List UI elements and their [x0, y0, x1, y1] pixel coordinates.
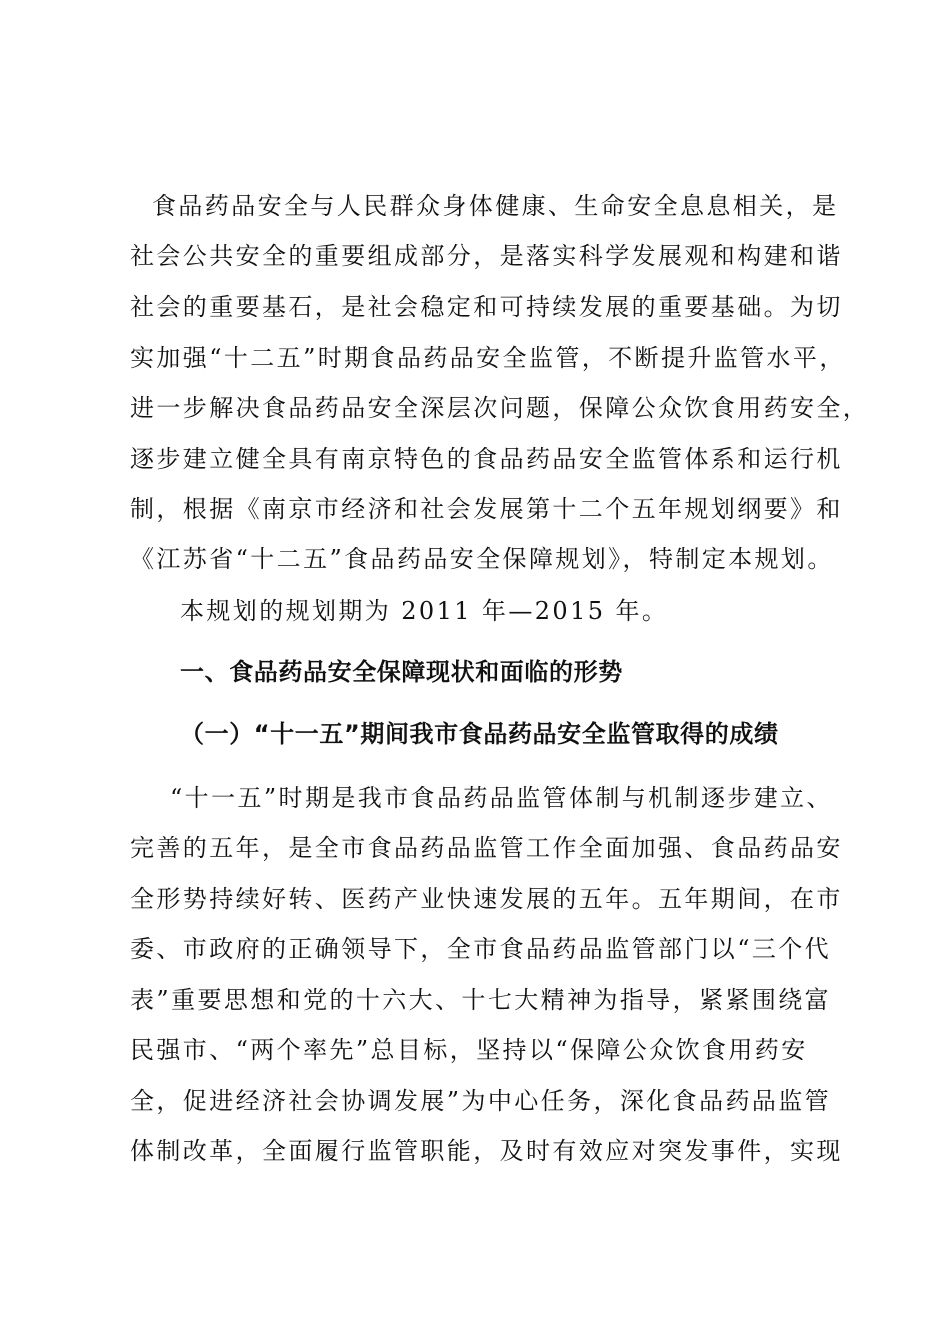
- intro-line-8: 《江苏省“十二五”食品药品安全保障规划》，特制定本规划。: [130, 545, 834, 573]
- intro-line-6: 逐步建立健全具有南京特色的食品药品安全监管体系和运行机: [130, 445, 843, 473]
- intro-line-1: 食品药品安全与人民群众身体健康、生命安全息息相关，是: [152, 192, 839, 220]
- intro-line-7: 制，根据《南京市经济和社会发展第十二个五年规划纲要》和: [130, 495, 843, 523]
- planning-period-line: 本规划的规划期为 2011 年—2015 年。: [180, 597, 669, 625]
- section-line-4: 委、市政府的正确领导下，全市食品药品监管部门以“三个代: [130, 935, 832, 963]
- intro-line-4: 实加强“十二五”时期食品药品安全监管，不断提升监管水平，: [130, 344, 846, 372]
- section-line-8: 体制改革，全面履行监管职能，及时有效应对突发事件，实现: [130, 1137, 843, 1165]
- intro-line-3: 社会的重要基石，是社会稳定和可持续发展的重要基础。为切: [130, 293, 843, 321]
- section-line-7: 全，促进经济社会协调发展”为中心任务，深化食品药品监管: [130, 1087, 832, 1115]
- intro-line-2: 社会公共安全的重要组成部分，是落实科学发展观和构建和谐: [130, 242, 843, 270]
- section-line-6: 民强市、“两个率先”总目标，坚持以“保障公众饮食用药安: [130, 1036, 808, 1064]
- section-heading: 一、食品药品安全保障现状和面临的形势: [180, 658, 623, 686]
- section-line-3: 全形势持续好转、医药产业快速发展的五年。五年期间，在市: [130, 885, 843, 913]
- section-line-2: 完善的五年，是全市食品药品监管工作全面加强、食品药品安: [130, 834, 843, 862]
- section-line-1: “十一五”时期是我市食品药品监管体制与机制逐步建立、: [170, 784, 833, 812]
- section-subheading: （一）“十一五”期间我市食品药品安全监管取得的成绩: [180, 720, 779, 748]
- section-line-5: 表”重要思想和党的十六大、十七大精神为指导，紧紧围绕富: [130, 986, 832, 1014]
- intro-line-5: 进一步解决食品药品安全深层次问题，保障公众饮食用药安全，: [130, 394, 870, 422]
